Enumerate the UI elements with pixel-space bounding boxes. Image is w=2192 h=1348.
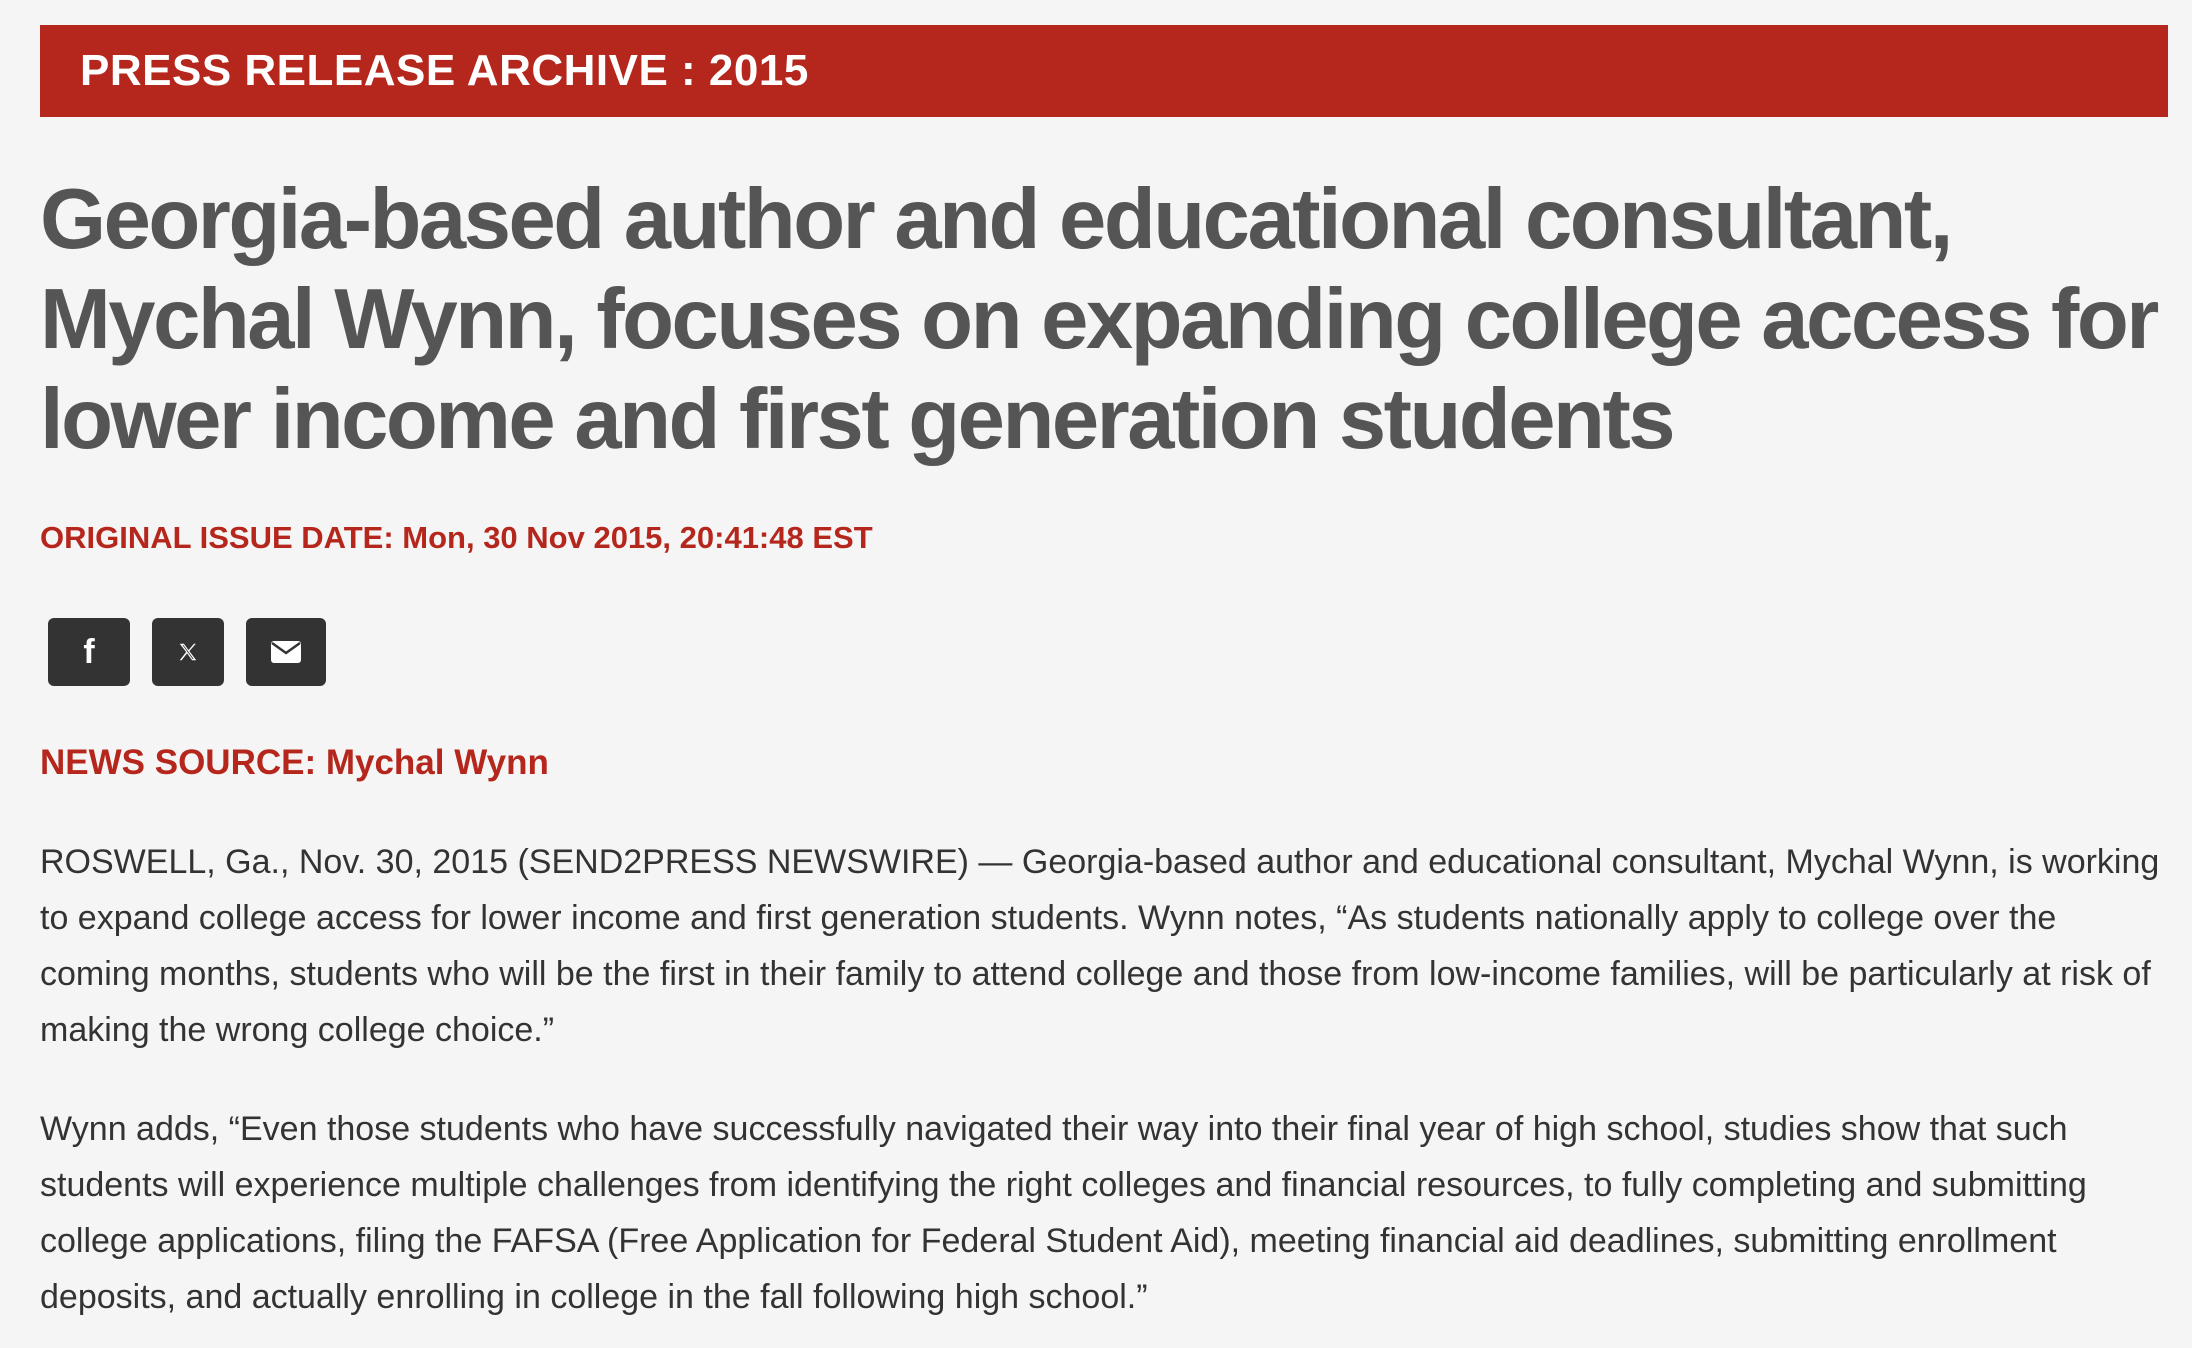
issue-date: ORIGINAL ISSUE DATE: Mon, 30 Nov 2015, 20:41:48 EST <box>40 520 873 555</box>
news-source: NEWS SOURCE: Mychal Wynn <box>40 743 549 782</box>
share-buttons <box>48 618 326 686</box>
article-headline: Georgia-based author and educational consultant, Mychal Wynn, focuses on expanding college access for lower income and first generation students <box>40 172 2157 467</box>
email-share-button[interactable] <box>246 618 326 686</box>
archive-banner-title: PRESS RELEASE ARCHIVE : 2015 <box>80 46 809 95</box>
x-icon <box>177 641 199 663</box>
facebook-share-button[interactable] <box>48 618 130 686</box>
facebook-icon: f <box>83 633 95 671</box>
email-icon <box>270 640 302 664</box>
archive-banner <box>40 25 2168 117</box>
article-paragraph: ROSWELL, Ga., Nov. 30, 2015 (SEND2PRESS NEWSWIRE) — Georgia-based author and educational consultant, Mychal Wynn, is working to expand college access for lower income and first generation students. Wynn notes, “As students nationally apply to college over the coming months, students who will be the first in their family to attend college and those from low-income families, will be particularly at risk of making the wrong college choice.” <box>40 843 2160 1049</box>
article-paragraph: Wynn adds, “Even those students who have successfully navigated their way into their final year of high school, studies show that such students will experience multiple challenges from identifying the right colleges and financial resources, to fully completing and submitting college applications, filing the FAFSA (Free Application for Federal Student Aid), meeting financial aid deadlines, submitting enrollment deposits, and actually enrolling in college in the fall following high school.” <box>40 1110 2087 1316</box>
x-share-button[interactable] <box>152 618 224 686</box>
